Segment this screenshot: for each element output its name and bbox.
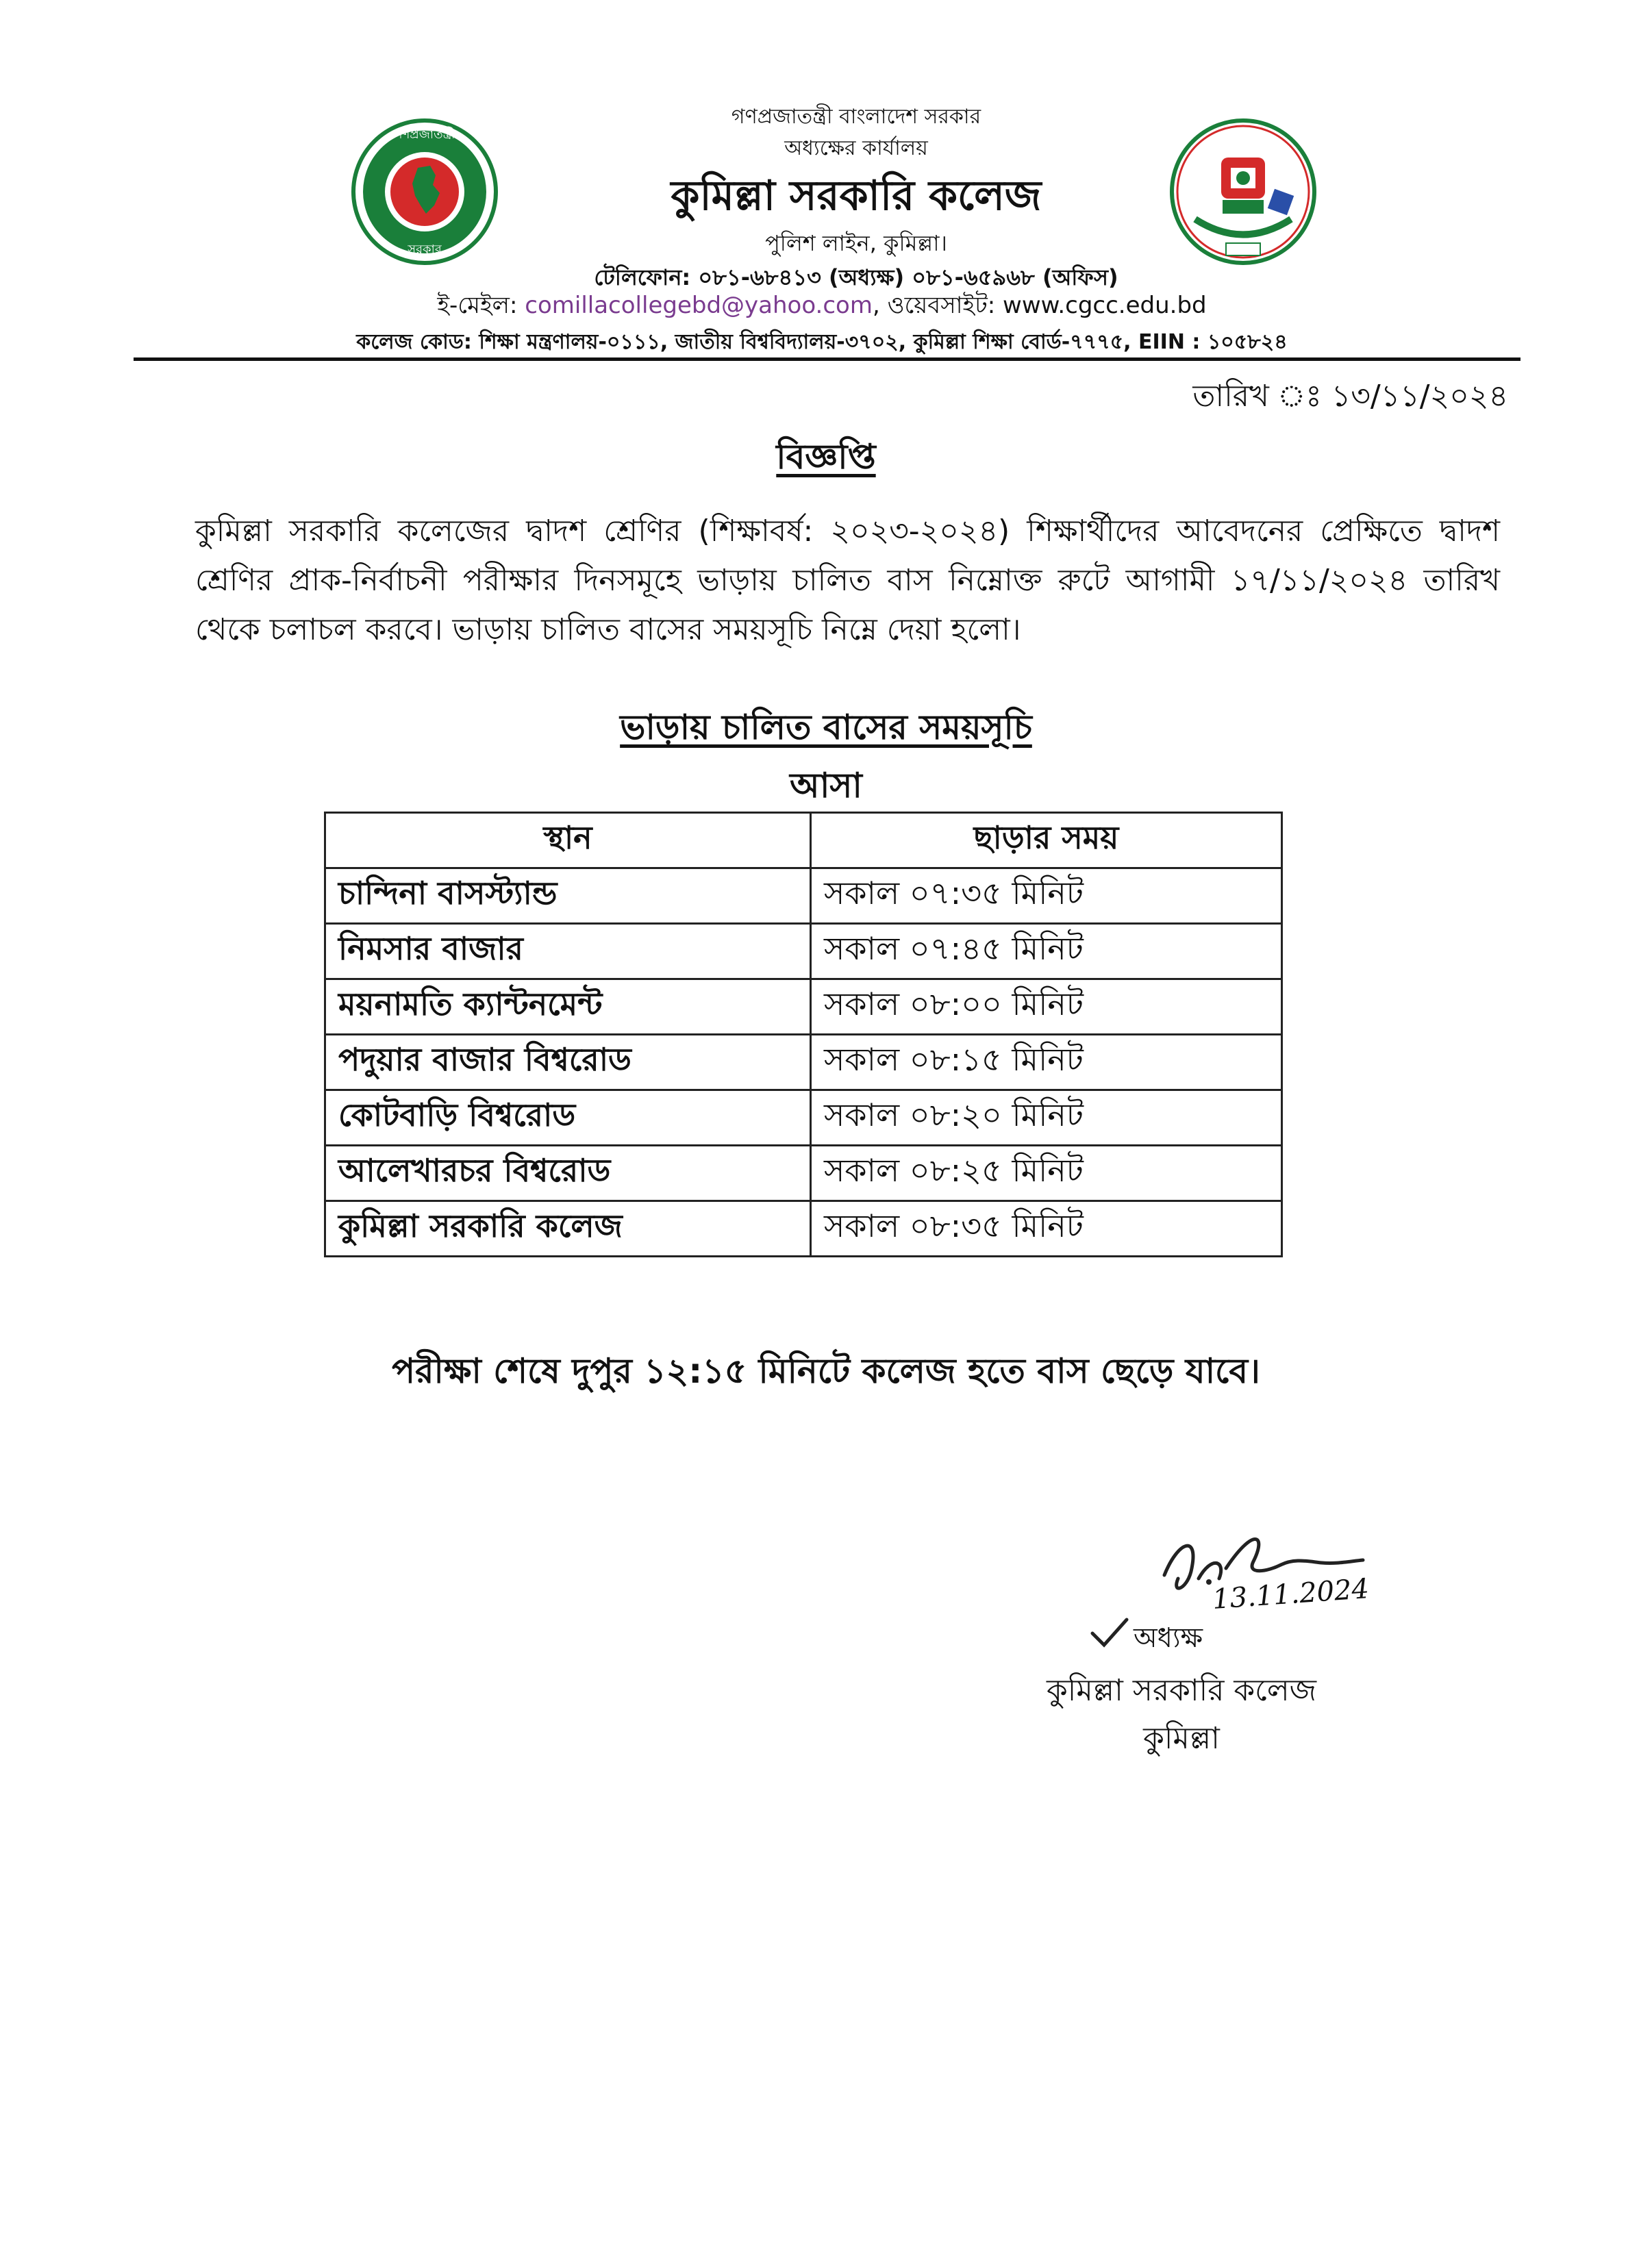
- notice-title-text: বিজ্ঞপ্তি: [776, 437, 876, 477]
- table-row: [325, 924, 1282, 979]
- office-line: অধ্যক্ষের কার্যালয়: [784, 136, 928, 160]
- college-name: কুমিল্লা সরকারি কলেজ: [671, 172, 1042, 220]
- header-divider: [134, 357, 1520, 361]
- signature-date: 13.11.2024: [1211, 1573, 1371, 1616]
- time-cell: সকাল ০৮:০০ মিনিট: [811, 979, 1282, 1035]
- time-cell: সকাল ০৭:৩৫ মিনিট: [811, 868, 1282, 924]
- website-label: , ওয়েবসাইট:: [872, 292, 1003, 319]
- time-cell: সকাল ০৮:১৫ মিনিট: [811, 1035, 1282, 1090]
- signatory-title: অধ্যক্ষ: [1134, 1622, 1203, 1654]
- notice-body: কুমিল্লা সরকারি কলেজের দ্বাদশ শ্রেণির (শিক্ষাবর্ষ: ২০২৩-২০২৪) শিক্ষার্থীদের আবেদনের প্রেক্ষিতে দ্বাদশ শ্রেণির প্রাক-নির্বাচনী পরীক্ষার দিনসমূহে ভাড়ায় চালিত বাস নিম্নোক্ত রুটে আগামী ১৭/১১/২০২৪ তারিখ থেকে চলাচল করবে। ভাড়ায় চালিত বাসের সময়সূচি নিম্নে দেয়া হলো।: [195, 514, 1500, 647]
- notice-title: [0, 431, 1652, 488]
- email-label: ই-মেইল:: [437, 292, 525, 319]
- bus-schedule-table: [324, 812, 1283, 1257]
- column-header-time: ছাড়ার সময়: [811, 813, 1282, 868]
- email-link[interactable]: comillacollegebd@yahoo.com: [525, 292, 873, 319]
- time-cell: সকাল ০৮:২০ মিনিট: [811, 1090, 1282, 1146]
- notice-date: তারিখ ঃ ১৩/১১/২০২৪: [1192, 379, 1508, 414]
- table-row: [325, 979, 1282, 1035]
- place-cell: পদুয়ার বাজার বিশ্বরোড: [325, 1035, 811, 1090]
- table-row: [325, 1090, 1282, 1146]
- time-cell: সকাল ০৭:৪৫ মিনিট: [811, 924, 1282, 979]
- website-link[interactable]: www.cgcc.edu.bd: [1003, 292, 1207, 319]
- schedule-subtitle: আসা: [790, 766, 862, 805]
- time-cell: সকাল ০৮:৩৫ মিনিট: [811, 1201, 1282, 1257]
- address-line: পুলিশ লাইন, কুমিল্লা।: [765, 230, 947, 256]
- table-header-row: [325, 813, 1282, 868]
- time-cell: সকাল ০৮:২৫ মিনিট: [811, 1146, 1282, 1201]
- signatory-city: কুমিল্লা: [1143, 1721, 1220, 1756]
- check-mark-icon: [1089, 1616, 1130, 1650]
- svg-text:গণপ্রজাতন্ত্রী: গণপ্রজাতন্ত্রী: [394, 127, 455, 142]
- place-cell: নিমসার বাজার: [325, 924, 811, 979]
- table-row: [325, 1146, 1282, 1201]
- return-note: পরীক্ষা শেষে দুপুর ১২:১৫ মিনিটে কলেজ হতে বাস ছেড়ে যাবে।: [392, 1351, 1260, 1391]
- phone-line: টেলিফোন: ০৮১-৬৮৪১৩ (অধ্যক্ষ) ০৮১-৬৫৯৬৮ (অফিস): [594, 264, 1118, 290]
- contact-line: [274, 288, 1370, 327]
- svg-text:সরকার: সরকার: [408, 242, 442, 257]
- place-cell: চান্দিনা বাসস্ট্যান্ড: [325, 868, 811, 924]
- table-row: [325, 1201, 1282, 1257]
- table-row: [325, 1035, 1282, 1090]
- letterhead: [479, 103, 1233, 293]
- schedule-title-text: ভাড়ায় চালিত বাসের সময়সূচি: [620, 707, 1032, 747]
- government-line: গণপ্রজাতন্ত্রী বাংলাদেশ সরকার: [731, 105, 981, 129]
- table-row: [325, 868, 1282, 924]
- place-cell: কোটবাড়ি বিশ্বরোড: [325, 1090, 811, 1146]
- college-codes-line: কলেজ কোড: শিক্ষা মন্ত্রণালয়-০১১১, জাতীয় বিশ্ববিদ্যালয়-৩৭০২, কুমিল্লা শিক্ষা বোর্ড-৭৭৭৫, EIIN : ১০৫৮২৪: [356, 330, 1288, 354]
- bangladesh-government-seal-icon: [349, 116, 500, 267]
- signatory-college: কুমিল্লা সরকারি কলেজ: [1046, 1673, 1317, 1708]
- column-header-place: স্থান: [325, 813, 811, 868]
- place-cell: আলেখারচর বিশ্বরোড: [325, 1146, 811, 1201]
- schedule-title: [0, 702, 1652, 759]
- place-cell: ময়নামতি ক্যান্টনমেন্ট: [325, 979, 811, 1035]
- place-cell: কুমিল্লা সরকারি কলেজ: [325, 1201, 811, 1257]
